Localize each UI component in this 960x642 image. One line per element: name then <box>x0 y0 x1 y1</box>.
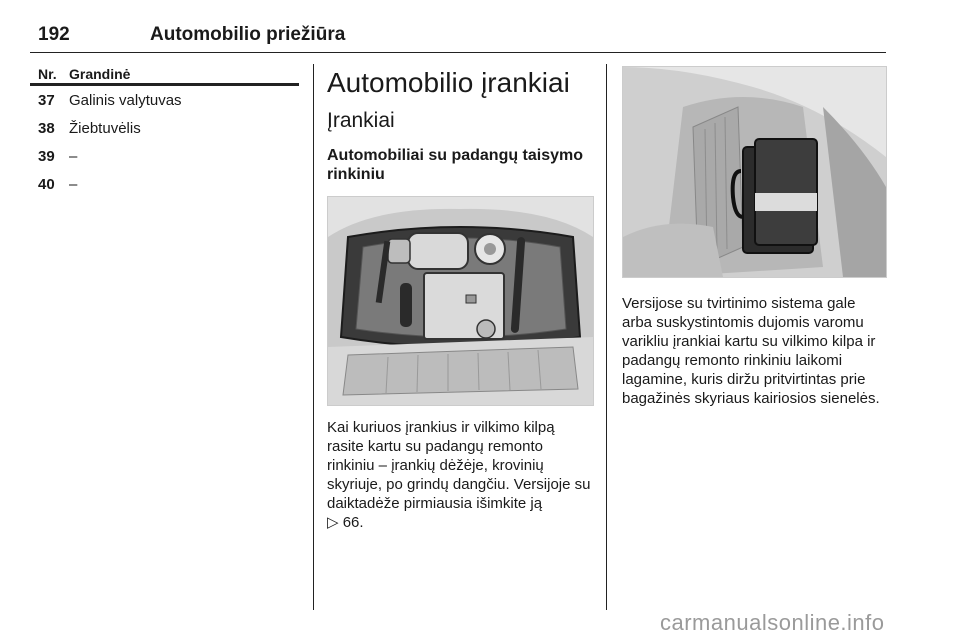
subheading: Automobiliai su padangų taisymo rinkiniu <box>327 147 584 183</box>
row-number: 39 <box>38 148 55 165</box>
section-title: Automobilio įrankiai <box>327 67 570 98</box>
tool-case-illustration <box>622 66 887 278</box>
row-number: 38 <box>38 120 55 137</box>
page-reference-arrow-icon: ▷ <box>327 514 339 531</box>
row-circuit: – <box>69 148 78 165</box>
page-number: 192 <box>38 24 70 45</box>
watermark: carmanualsonline.info <box>660 610 885 635</box>
tool-box-illustration <box>327 196 594 406</box>
row-number: 40 <box>38 176 55 193</box>
page-reference: 66. <box>342 514 364 531</box>
tools-section <box>327 60 594 532</box>
column-divider <box>313 64 314 610</box>
row-number: 37 <box>38 92 55 109</box>
section-subtitle: Įrankiai <box>327 109 395 132</box>
column-header-number: Nr. <box>38 66 57 82</box>
row-circuit: Galinis valytuvas <box>69 92 182 109</box>
table-row <box>30 143 299 170</box>
column-divider <box>606 64 607 610</box>
row-circuit: Žiebtuvėlis <box>69 120 141 137</box>
table-row <box>30 115 299 142</box>
tools-case-section <box>622 60 886 408</box>
page-header <box>30 20 886 53</box>
table-header <box>30 60 299 86</box>
paragraph-tools-location <box>327 418 594 532</box>
paragraph-text: Kai kuriuos įrankius ir vilkimo kilpą rasite kartu su padangų remonto rinkiniu – įrankių dėžėje, krovinių skyriuje, po grindų dangčiu. Versijoje su daiktadėže pirmiausia išimkite ją <box>327 419 591 512</box>
column-header-circuit: Grandinė <box>69 66 131 82</box>
chapter-title: Automobilio priežiūra <box>150 24 346 45</box>
table-row <box>30 171 299 198</box>
table-row <box>30 87 299 114</box>
paragraph-tools-case: Versijose su tvirtinimo sistema gale arba suskystintomis dujomis varomu varikliu įrankiai kartu su vilkimo kilpa ir padangų remonto rinkiniu laikomi lagamine, kuris diržu pritvirtintas prie bagažinės skyriaus kairiosios sienelės. <box>622 295 880 407</box>
fuse-table <box>30 60 299 198</box>
row-circuit: – <box>69 176 78 193</box>
